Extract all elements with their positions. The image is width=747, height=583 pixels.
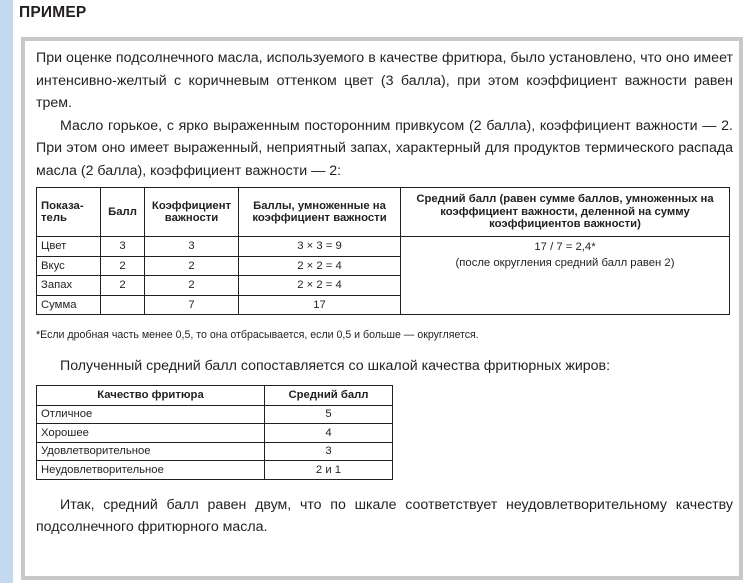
cell-avg: 5 — [265, 405, 393, 424]
cell-coef: 2 — [145, 256, 239, 276]
cell-indicator: Цвет — [37, 237, 101, 257]
cell-product: 2 × 2 = 4 — [239, 276, 401, 296]
average-note: (после округления средний балл равен 2) — [455, 257, 675, 269]
table-row — [37, 237, 730, 257]
cell-score: 2 — [101, 256, 145, 276]
cell-avg: 3 — [265, 442, 393, 461]
header-score: Балл — [101, 188, 145, 237]
cell-coef: 7 — [145, 295, 239, 315]
header-product: Баллы, умноженные на коэффициент важности — [239, 188, 401, 237]
paragraph-3: Полученный средний балл сопоставляется со шкалой качества фритюрных жиров: — [60, 358, 611, 374]
header-avg: Средний балл — [265, 385, 393, 405]
cell-product: 2 × 2 = 4 — [239, 256, 401, 276]
table-row — [37, 461, 393, 480]
cell-indicator: Сумма — [37, 295, 101, 315]
header-indicator: Показа-тель — [37, 188, 101, 237]
header-quality: Качество фритюра — [37, 385, 265, 405]
side-stripe — [0, 0, 13, 583]
paragraph-2: Масло горькое, с ярко выраженным посторонним привкусом (2 балла), коэффициент важности — 2. При этом оно имеет выраженный, неприятный запах, характерный для продуктов термического распада масла (2 балла), коэффициент важности — 2: — [36, 117, 733, 179]
cell-score: 2 — [101, 276, 145, 296]
quality-table-header — [37, 385, 393, 405]
example-content — [36, 47, 733, 539]
cell-indicator: Вкус — [37, 256, 101, 276]
quality-scale-table — [36, 385, 393, 480]
cell-quality: Хорошее — [37, 424, 265, 443]
cell-product: 17 — [239, 295, 401, 315]
scores-table — [36, 187, 730, 315]
cell-indicator: Запах — [37, 276, 101, 296]
cell-coef: 2 — [145, 276, 239, 296]
header-average: Средний балл (равен сумме баллов, умноженных на коэффициент важности, деленной на сумму коэффициентов важности) — [401, 188, 730, 237]
cell-coef: 3 — [145, 237, 239, 257]
cell-product: 3 × 3 = 9 — [239, 237, 401, 257]
table-row — [37, 442, 393, 461]
scores-table-header — [37, 188, 730, 237]
cell-score: 3 — [101, 237, 145, 257]
table-row — [37, 424, 393, 443]
table-row — [37, 405, 393, 424]
paragraph-1: При оценке подсолнечного масла, используемого в качестве фритюра, было установлено, что оно имеет интенсивно-желтый с коричневым оттенком цвет (3 балла), при этом коэффициент важности равен трем. — [36, 50, 733, 111]
cell-score — [101, 295, 145, 315]
cell-quality: Неудовлетворительное — [37, 461, 265, 480]
cell-avg: 4 — [265, 424, 393, 443]
cell-average — [401, 237, 730, 315]
header-coef: Коэффициент важности — [145, 188, 239, 237]
footnote: *Если дробная часть менее 0,5, то она отбрасывается, если 0,5 и больше — округляется. — [36, 329, 479, 341]
cell-avg: 2 и 1 — [265, 461, 393, 480]
paragraph-4: Итак, средний балл равен двум, что по шкале соответствует неудовлетворительному качеству подсолнечного фритюрного масла. — [36, 496, 733, 535]
example-box — [21, 37, 743, 580]
cell-quality: Отличное — [37, 405, 265, 424]
average-value: 17 / 7 = 2,4* — [534, 241, 596, 253]
cell-quality: Удовлетворительное — [37, 442, 265, 461]
page-heading: ПРИМЕР — [19, 4, 87, 21]
